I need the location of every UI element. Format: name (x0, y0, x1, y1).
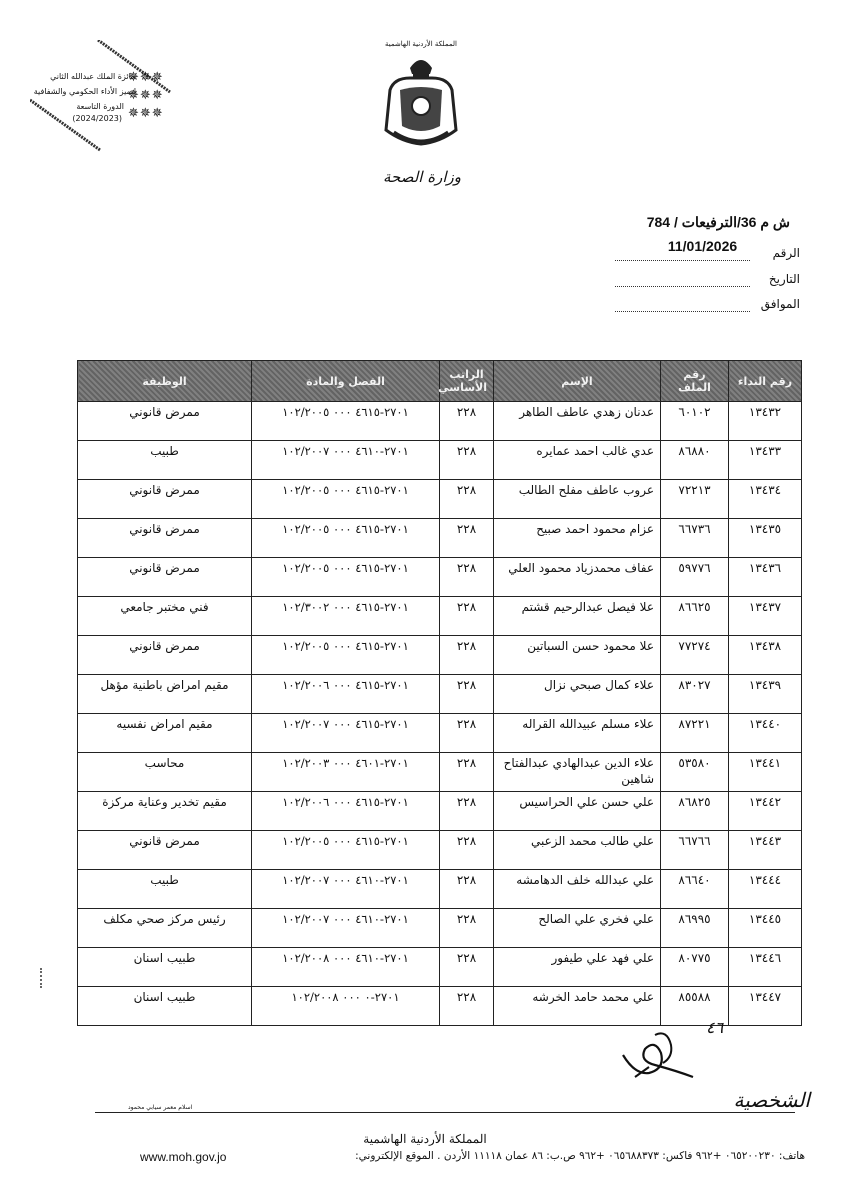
cell-account: ٢٧٠١-٤٦١٥ ٠٠٠ ١٠٢/٢٠٠٥ (252, 519, 440, 558)
table-row (78, 402, 802, 441)
signature-label: الشخصية (733, 1088, 810, 1112)
cell-account: ٢٧٠١-٤٦١٥ ٠٠٠ ١٠٢/٢٠٠٦ (252, 675, 440, 714)
cell-account: ٢٧٠١-٤٦٠١ ٠٠٠ ١٠٢/٢٠٠٣ (252, 753, 440, 792)
cell-account: ٢٧٠١-٤٦١٠ ٠٠٠ ١٠٢/٢٠٠٧ (252, 909, 440, 948)
cell-name: عزام محمود احمد صبيح (494, 519, 661, 558)
cell-job: مقيم امراض نفسيه (78, 714, 252, 753)
cell-name: علي فهد علي طيفور (494, 948, 661, 987)
coat-of-arms-emblem (380, 40, 462, 150)
table-row (78, 480, 802, 519)
cell-account: ٢٧٠١-٤٦١٥ ٠٠٠ ١٠٢/٢٠٠٥ (252, 558, 440, 597)
award-stars-icon: ✵✵✵ (128, 70, 164, 85)
cell-salary: ٢٢٨ (440, 519, 494, 558)
footer-divider (95, 1112, 795, 1113)
dotted-line (615, 286, 750, 287)
cell-salary: ٢٢٨ (440, 792, 494, 831)
cell-call-no: ١٣٤٤٠ (729, 714, 802, 753)
cell-account: ٢٧٠١-٤٦١٥ ٠٠٠ ١٠٢/٢٠٠٧ (252, 714, 440, 753)
cell-salary: ٢٢٨ (440, 441, 494, 480)
table-body (78, 402, 802, 1026)
cell-job: طبيب اسنان (78, 987, 252, 1026)
cell-name: علاء كمال صبحي نزال (494, 675, 661, 714)
table-row (78, 948, 802, 987)
cell-salary: ٢٢٨ (440, 597, 494, 636)
footer-kingdom: المملكة الأردنية الهاشمية (363, 1132, 487, 1146)
cell-name: عدنان زهدي عاطف الطاهر (494, 402, 661, 441)
table-row (78, 831, 802, 870)
cell-name: علا محمود حسن السباتين (494, 636, 661, 675)
cell-file-no: ٨٥٥٨٨ (661, 987, 729, 1026)
cell-call-no: ١٣٤٤٧ (729, 987, 802, 1026)
award-line-2: لتميز الأداء الحكومي والشفافية (33, 87, 136, 96)
table-row (78, 753, 802, 792)
cell-salary: ٢٢٨ (440, 948, 494, 987)
cell-account: ٢٧٠١-٤٦١٥ ٠٠٠ ١٠٢/٣٠٠٢ (252, 597, 440, 636)
header-call-no: رقم النداء (729, 361, 802, 402)
cell-salary: ٢٢٨ (440, 636, 494, 675)
cell-file-no: ٨٠٧٧٥ (661, 948, 729, 987)
cell-salary: ٢٢٨ (440, 987, 494, 1026)
table-row (78, 636, 802, 675)
cell-job: ممرض قانوني (78, 636, 252, 675)
cell-file-no: ٨٦٦٢٥ (661, 597, 729, 636)
table-row (78, 558, 802, 597)
cell-call-no: ١٣٤٤٦ (729, 948, 802, 987)
cell-account: ٢٧٠١-٤٦١٥ ٠٠٠ ١٠٢/٢٠٠٦ (252, 792, 440, 831)
cell-job: ممرض قانوني (78, 480, 252, 519)
cell-call-no: ١٣٤٤٥ (729, 909, 802, 948)
cell-job: ممرض قانوني (78, 558, 252, 597)
meta-row-corresponding (615, 297, 800, 315)
header-salary: الراتب الأساسي (440, 361, 494, 402)
cell-call-no: ١٣٤٣٤ (729, 480, 802, 519)
award-stamp (30, 40, 180, 170)
signature-scribble-icon (615, 1015, 705, 1085)
table-row (78, 597, 802, 636)
cell-file-no: ٨٦٦٤٠ (661, 870, 729, 909)
cell-file-no: ٨٣٠٢٧ (661, 675, 729, 714)
cell-account: ٢٧٠١-٤٦١٥ ٠٠٠ ١٠٢/٢٠٠٥ (252, 480, 440, 519)
cell-account: ٢٧٠١-٤٦١٠ ٠٠٠ ١٠٢/٢٠٠٧ (252, 441, 440, 480)
cell-file-no: ٨٦٩٩٥ (661, 909, 729, 948)
table-row (78, 519, 802, 558)
cell-call-no: ١٣٤٣٢ (729, 402, 802, 441)
dotted-line (615, 260, 750, 261)
cell-name: عروب عاطف مفلح الطالب (494, 480, 661, 519)
cell-name: عفاف محمدزياد محمود العلي (494, 558, 661, 597)
table-row (78, 870, 802, 909)
table-row (78, 441, 802, 480)
cell-file-no: ٧٧٢٧٤ (661, 636, 729, 675)
award-stars-icon-2: ✵✵✵ (128, 88, 164, 103)
cell-name: علاء مسلم عبيدالله القراله (494, 714, 661, 753)
cell-name: علي حسن علي الحراسيس (494, 792, 661, 831)
header-job: الوظيفة (78, 361, 252, 402)
meta-row-date (615, 272, 800, 290)
cell-call-no: ١٣٤٣٨ (729, 636, 802, 675)
cell-call-no: ١٣٤٣٧ (729, 597, 802, 636)
award-line-3: الدورة التاسعة (76, 102, 124, 111)
cell-job: مقيم امراض باطنية مؤهل (78, 675, 252, 714)
cell-salary: ٢٢٨ (440, 753, 494, 792)
cell-file-no: ٨٧٢٢١ (661, 714, 729, 753)
header-account: الفصل والمادة (252, 361, 440, 402)
table-row (78, 792, 802, 831)
header-file-no: رقم الملف (661, 361, 729, 402)
cell-job: فني مختبر جامعي (78, 597, 252, 636)
cell-file-no: ٥٣٥٨٠ (661, 753, 729, 792)
cell-job: طبيب اسنان (78, 948, 252, 987)
cell-salary: ٢٢٨ (440, 480, 494, 519)
cell-salary: ٢٢٨ (440, 870, 494, 909)
cell-file-no: ٨٦٨٨٠ (661, 441, 729, 480)
cell-name: علاء الدين عبدالهادي عبدالفتاح شاهين (494, 753, 661, 792)
cell-job: ممرض قانوني (78, 831, 252, 870)
cell-name: علي عبدالله خلف الدهامشه (494, 870, 661, 909)
cell-salary: ٢٢٨ (440, 909, 494, 948)
cell-call-no: ١٣٤٤٢ (729, 792, 802, 831)
cell-name: علي فخري علي الصالح (494, 909, 661, 948)
table-header-row (78, 361, 802, 402)
emblem-caption: المملكة الأردنية الهاشمية (384, 40, 458, 48)
cell-call-no: ١٣٤٣٣ (729, 441, 802, 480)
label-number: الرقم (772, 246, 800, 260)
label-corresponding: الموافق (760, 297, 800, 311)
cell-salary: ٢٢٨ (440, 714, 494, 753)
award-stars-icon-3: ✵✵✵ (128, 106, 164, 121)
cell-account: ٢٧٠١-٤٦١٥ ٠٠٠ ١٠٢/٢٠٠٥ (252, 831, 440, 870)
reference-number: ش م 36/الترفيعات / 784 (646, 214, 790, 230)
dotted-line (615, 311, 750, 312)
footer-note: اسلام معمر سيابي محمود (128, 1104, 193, 1111)
cell-file-no: ٦٦٧٦٦ (661, 831, 729, 870)
cell-salary: ٢٢٨ (440, 831, 494, 870)
cell-call-no: ١٣٤٤٤ (729, 870, 802, 909)
cell-job: رئيس مركز صحي مكلف (78, 909, 252, 948)
table-row (78, 714, 802, 753)
footer-contact: هاتف: ٠٦٥٢٠٠٢٣٠ +٩٦٢ فاكس: ٠٦٥٦٨٨٣٧٣ +٩٦٢ ص.ب: ٨٦ عمان ١١١١٨ الأردن . الموقع الإلكتروني: (355, 1150, 805, 1162)
table-row (78, 909, 802, 948)
cell-job: مقيم تخدير وعناية مركزة (78, 792, 252, 831)
cell-job: ممرض قانوني (78, 519, 252, 558)
margin-mark (40, 968, 44, 988)
reference-date: 11/01/2026 (667, 238, 738, 254)
cell-call-no: ١٣٤٣٩ (729, 675, 802, 714)
cell-file-no: ٥٩٧٧٦ (661, 558, 729, 597)
cell-salary: ٢٢٨ (440, 675, 494, 714)
cell-call-no: ١٣٤٣٥ (729, 519, 802, 558)
cell-salary: ٢٢٨ (440, 558, 494, 597)
cell-job: طبيب (78, 441, 252, 480)
cell-account: ٢٧٠١-٠ ٠٠٠ ١٠٢/٢٠٠٨ (252, 987, 440, 1026)
coat-of-arms-icon (380, 50, 462, 150)
cell-job: محاسب (78, 753, 252, 792)
award-line-4: (2024/2023) (72, 114, 122, 123)
signature-mark: ٤٦ (706, 1018, 724, 1037)
cell-call-no: ١٣٤٣٦ (729, 558, 802, 597)
cell-account: ٢٧٠١-٤٦١٠ ٠٠٠ ١٠٢/٢٠٠٨ (252, 948, 440, 987)
cell-account: ٢٧٠١-٤٦١٥ ٠٠٠ ١٠٢/٢٠٠٥ (252, 636, 440, 675)
cell-name: علي محمد حامد الخرشه (494, 987, 661, 1026)
cell-job: ممرض قانوني (78, 402, 252, 441)
cell-name: عدي غالب احمد عمايره (494, 441, 661, 480)
label-date: التاريخ (768, 272, 800, 286)
ministry-name: وزارة الصحة (383, 168, 461, 186)
cell-call-no: ١٣٤٤٣ (729, 831, 802, 870)
cell-name: علا فيصل عبدالرحيم قشتم (494, 597, 661, 636)
cell-account: ٢٧٠١-٤٦١٥ ٠٠٠ ١٠٢/٢٠٠٥ (252, 402, 440, 441)
cell-file-no: ٧٢٢١٣ (661, 480, 729, 519)
cell-account: ٢٧٠١-٤٦١٠ ٠٠٠ ١٠٢/٢٠٠٧ (252, 870, 440, 909)
header-name: الإسم (494, 361, 661, 402)
cell-file-no: ٨٦٨٢٥ (661, 792, 729, 831)
footer-website: www.moh.gov.jo (140, 1150, 227, 1164)
promotions-table (77, 360, 802, 1026)
cell-call-no: ١٣٤٤١ (729, 753, 802, 792)
cell-name: علي طالب محمد الزعبي (494, 831, 661, 870)
table-row (78, 675, 802, 714)
cell-salary: ٢٢٨ (440, 402, 494, 441)
award-line-1: جائزة الملك عبدالله الثاني (50, 72, 136, 81)
cell-job: طبيب (78, 870, 252, 909)
cell-file-no: ٦٠١٠٢ (661, 402, 729, 441)
meta-row-number (615, 246, 800, 264)
cell-file-no: ٦٦٧٣٦ (661, 519, 729, 558)
